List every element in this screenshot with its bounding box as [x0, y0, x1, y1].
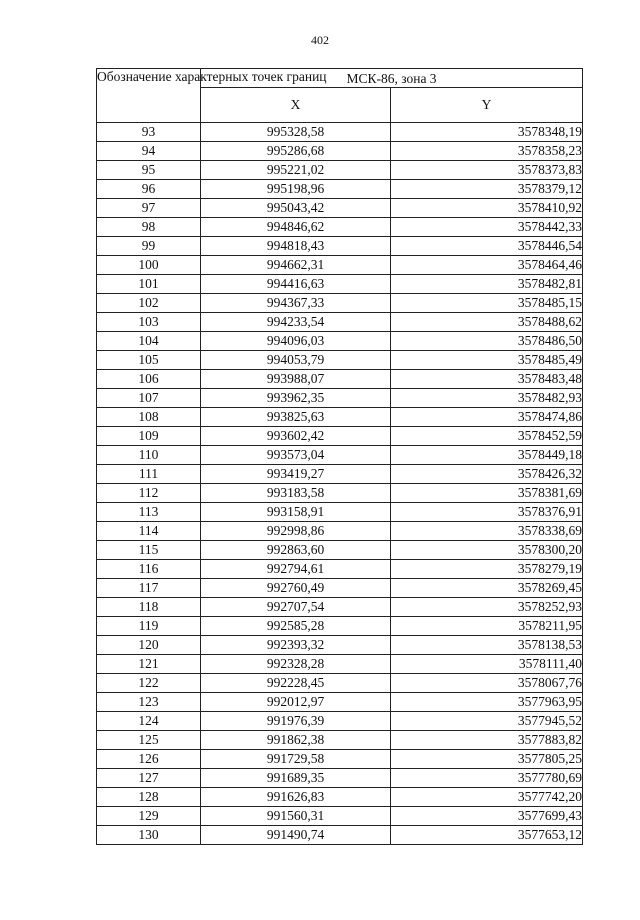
y-coordinate-cell: 3577699,43: [391, 807, 583, 826]
y-coordinate-cell: 3578252,93: [391, 598, 583, 617]
y-coordinate-cell: 3577653,12: [391, 826, 583, 845]
table-row: [97, 579, 583, 598]
x-coordinate-cell: 994233,54: [201, 313, 391, 332]
point-id-cell: 130: [97, 826, 201, 845]
y-coordinate-cell: 3578300,20: [391, 541, 583, 560]
x-coordinate-cell: 992760,49: [201, 579, 391, 598]
point-id-cell: 115: [97, 541, 201, 560]
y-coordinate-cell: 3578111,40: [391, 655, 583, 674]
point-id-cell: 104: [97, 332, 201, 351]
table-row: [97, 446, 583, 465]
x-coordinate-cell: 991689,35: [201, 769, 391, 788]
x-coordinate-cell: 991862,38: [201, 731, 391, 750]
table-row: [97, 351, 583, 370]
table-row: [97, 655, 583, 674]
x-coordinate-cell: 992998,86: [201, 522, 391, 541]
x-coordinate-cell: 991560,31: [201, 807, 391, 826]
x-coordinate-cell: 993419,27: [201, 465, 391, 484]
x-coordinate-cell: 993158,91: [201, 503, 391, 522]
table-row: [97, 769, 583, 788]
point-id-cell: 103: [97, 313, 201, 332]
x-coordinate-cell: 991976,39: [201, 712, 391, 731]
point-id-cell: 127: [97, 769, 201, 788]
table-row: [97, 370, 583, 389]
point-id-cell: 106: [97, 370, 201, 389]
table-row: [97, 522, 583, 541]
point-id-cell: 118: [97, 598, 201, 617]
y-coordinate-cell: 3578488,62: [391, 313, 583, 332]
table-row: [97, 294, 583, 313]
y-column-header: Y: [391, 88, 583, 123]
table-header: [97, 69, 583, 123]
x-coordinate-cell: 995286,68: [201, 142, 391, 161]
table-row: [97, 408, 583, 427]
y-coordinate-cell: 3578211,95: [391, 617, 583, 636]
point-id-cell: 123: [97, 693, 201, 712]
table-row: [97, 617, 583, 636]
table-row: [97, 712, 583, 731]
x-coordinate-cell: 992585,28: [201, 617, 391, 636]
y-coordinate-cell: 3578067,76: [391, 674, 583, 693]
point-id-cell: 111: [97, 465, 201, 484]
x-coordinate-cell: 994818,43: [201, 237, 391, 256]
point-id-cell: 112: [97, 484, 201, 503]
table-row: [97, 389, 583, 408]
point-id-cell: 107: [97, 389, 201, 408]
y-coordinate-cell: 3578474,86: [391, 408, 583, 427]
table-row: [97, 541, 583, 560]
x-coordinate-cell: 995328,58: [201, 123, 391, 142]
x-coordinate-cell: 993573,04: [201, 446, 391, 465]
x-coordinate-cell: 994662,31: [201, 256, 391, 275]
x-column-header: X: [201, 88, 391, 123]
y-coordinate-cell: 3578379,12: [391, 180, 583, 199]
table-row: [97, 218, 583, 237]
point-id-cell: 122: [97, 674, 201, 693]
y-coordinate-cell: 3578426,32: [391, 465, 583, 484]
x-coordinate-cell: 991626,83: [201, 788, 391, 807]
y-coordinate-cell: 3578482,93: [391, 389, 583, 408]
table-row: [97, 598, 583, 617]
x-coordinate-cell: 993988,07: [201, 370, 391, 389]
x-coordinate-cell: 992228,45: [201, 674, 391, 693]
point-id-cell: 108: [97, 408, 201, 427]
coordinate-system-header: МСК-86, зона 3: [201, 69, 583, 88]
table-row: [97, 826, 583, 845]
table-row: [97, 332, 583, 351]
table-row: [97, 123, 583, 142]
y-coordinate-cell: 3578381,69: [391, 484, 583, 503]
x-coordinate-cell: 992012,97: [201, 693, 391, 712]
table-row: [97, 180, 583, 199]
table-row: [97, 560, 583, 579]
point-id-cell: 121: [97, 655, 201, 674]
point-id-cell: 125: [97, 731, 201, 750]
y-coordinate-cell: 3578446,54: [391, 237, 583, 256]
x-coordinate-cell: 992707,54: [201, 598, 391, 617]
x-coordinate-cell: 993825,63: [201, 408, 391, 427]
table-row: [97, 161, 583, 180]
y-coordinate-cell: 3578483,48: [391, 370, 583, 389]
y-coordinate-cell: 3577805,25: [391, 750, 583, 769]
y-coordinate-cell: 3577780,69: [391, 769, 583, 788]
x-coordinate-cell: 992328,28: [201, 655, 391, 674]
y-coordinate-cell: 3578373,83: [391, 161, 583, 180]
y-coordinate-cell: 3578442,33: [391, 218, 583, 237]
x-coordinate-cell: 994367,33: [201, 294, 391, 313]
point-id-cell: 129: [97, 807, 201, 826]
point-id-cell: 114: [97, 522, 201, 541]
table-row: [97, 484, 583, 503]
x-coordinate-cell: 993602,42: [201, 427, 391, 446]
point-id-cell: 102: [97, 294, 201, 313]
point-id-cell: 126: [97, 750, 201, 769]
point-designation-header: Обозначение характерных точек границ: [97, 69, 201, 123]
y-coordinate-cell: 3578338,69: [391, 522, 583, 541]
point-id-cell: 99: [97, 237, 201, 256]
y-coordinate-cell: 3578485,49: [391, 351, 583, 370]
x-coordinate-cell: 993962,35: [201, 389, 391, 408]
y-coordinate-cell: 3578482,81: [391, 275, 583, 294]
x-coordinate-cell: 993183,58: [201, 484, 391, 503]
y-coordinate-cell: 3578452,59: [391, 427, 583, 446]
point-id-cell: 105: [97, 351, 201, 370]
y-coordinate-cell: 3577883,82: [391, 731, 583, 750]
table-row: [97, 256, 583, 275]
y-coordinate-cell: 3577742,20: [391, 788, 583, 807]
x-coordinate-cell: 992393,32: [201, 636, 391, 655]
boundary-points-table: [96, 68, 583, 845]
y-coordinate-cell: 3577963,95: [391, 693, 583, 712]
point-id-cell: 124: [97, 712, 201, 731]
y-coordinate-cell: 3578485,15: [391, 294, 583, 313]
y-coordinate-cell: 3578358,23: [391, 142, 583, 161]
y-coordinate-cell: 3578279,19: [391, 560, 583, 579]
y-coordinate-cell: 3578348,19: [391, 123, 583, 142]
point-id-cell: 96: [97, 180, 201, 199]
point-id-cell: 119: [97, 617, 201, 636]
table-row: [97, 237, 583, 256]
table-row: [97, 313, 583, 332]
point-id-cell: 101: [97, 275, 201, 294]
table-row: [97, 750, 583, 769]
table-row: [97, 465, 583, 484]
x-coordinate-cell: 992863,60: [201, 541, 391, 560]
y-coordinate-cell: 3578410,92: [391, 199, 583, 218]
y-coordinate-cell: 3578464,46: [391, 256, 583, 275]
table-row: [97, 807, 583, 826]
point-id-cell: 97: [97, 199, 201, 218]
point-id-cell: 116: [97, 560, 201, 579]
point-id-cell: 113: [97, 503, 201, 522]
x-coordinate-cell: 994846,62: [201, 218, 391, 237]
x-coordinate-cell: 991729,58: [201, 750, 391, 769]
x-coordinate-cell: 992794,61: [201, 560, 391, 579]
point-id-cell: 128: [97, 788, 201, 807]
point-id-cell: 98: [97, 218, 201, 237]
y-coordinate-cell: 3578486,50: [391, 332, 583, 351]
y-coordinate-cell: 3578269,45: [391, 579, 583, 598]
x-coordinate-cell: 995198,96: [201, 180, 391, 199]
point-id-cell: 93: [97, 123, 201, 142]
point-id-cell: 95: [97, 161, 201, 180]
x-coordinate-cell: 994096,03: [201, 332, 391, 351]
table-row: [97, 427, 583, 446]
point-id-cell: 100: [97, 256, 201, 275]
table-row: [97, 731, 583, 750]
table-row: [97, 693, 583, 712]
table-body: [97, 123, 583, 845]
x-coordinate-cell: 995043,42: [201, 199, 391, 218]
table-row: [97, 503, 583, 522]
x-coordinate-cell: 994416,63: [201, 275, 391, 294]
x-coordinate-cell: 994053,79: [201, 351, 391, 370]
table-row: [97, 674, 583, 693]
table-row: [97, 142, 583, 161]
y-coordinate-cell: 3578138,53: [391, 636, 583, 655]
x-coordinate-cell: 991490,74: [201, 826, 391, 845]
page-number: 402: [311, 33, 329, 47]
point-id-cell: 94: [97, 142, 201, 161]
table-row: [97, 636, 583, 655]
table-row: [97, 275, 583, 294]
table-row: [97, 788, 583, 807]
point-id-cell: 110: [97, 446, 201, 465]
table-row: [97, 199, 583, 218]
y-coordinate-cell: 3578449,18: [391, 446, 583, 465]
point-id-cell: 120: [97, 636, 201, 655]
y-coordinate-cell: 3578376,91: [391, 503, 583, 522]
x-coordinate-cell: 995221,02: [201, 161, 391, 180]
y-coordinate-cell: 3577945,52: [391, 712, 583, 731]
point-id-cell: 109: [97, 427, 201, 446]
point-id-cell: 117: [97, 579, 201, 598]
